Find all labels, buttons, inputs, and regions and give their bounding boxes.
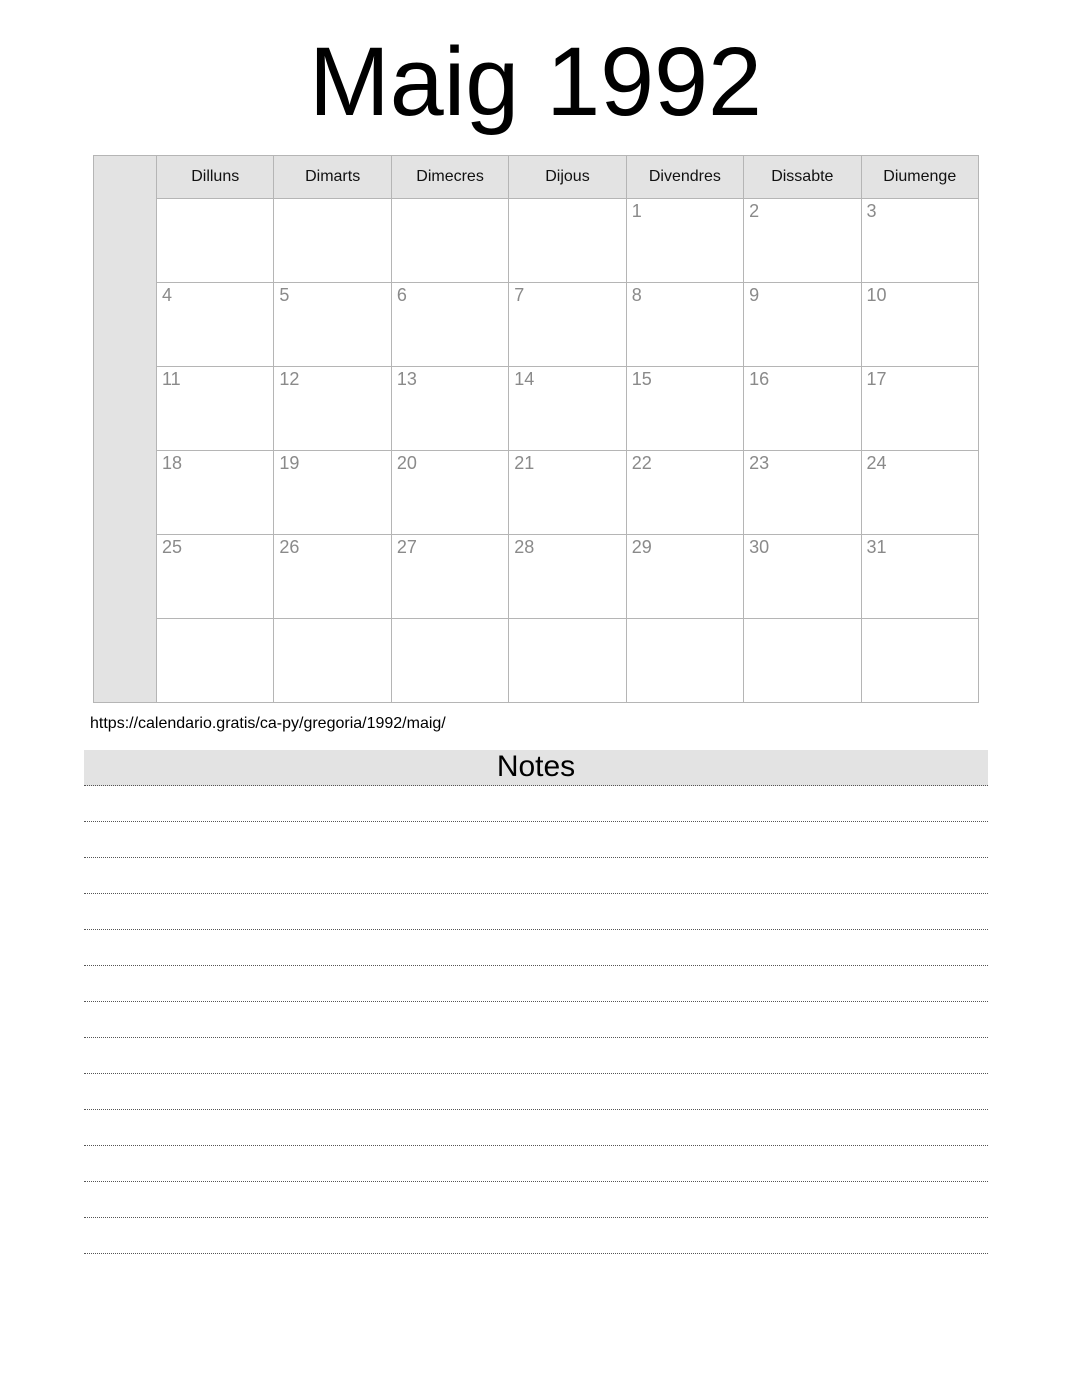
day-cell [391, 199, 508, 283]
day-cell: 25 [157, 535, 274, 619]
calendar-week-row [94, 535, 979, 619]
calendar-week-row [94, 451, 979, 535]
note-line [84, 858, 988, 894]
note-line [84, 1002, 988, 1038]
calendar-header-row [94, 156, 979, 199]
day-cell: 26 [274, 535, 391, 619]
day-header-dissabte: Dissabte [744, 156, 861, 199]
day-cell [391, 619, 508, 703]
day-cell: 19 [274, 451, 391, 535]
note-line [84, 1218, 988, 1254]
day-header-dijous: Dijous [509, 156, 626, 199]
note-line [84, 1038, 988, 1074]
day-cell: 18 [157, 451, 274, 535]
day-cell: 15 [626, 367, 743, 451]
day-cell [509, 619, 626, 703]
day-cell: 30 [744, 535, 861, 619]
day-cell: 22 [626, 451, 743, 535]
day-cell: 4 [157, 283, 274, 367]
calendar-empty-row [94, 619, 979, 703]
note-line [84, 1110, 988, 1146]
calendar-week-row [94, 199, 979, 283]
day-cell [744, 619, 861, 703]
day-cell: 31 [861, 535, 978, 619]
day-cell [509, 199, 626, 283]
day-cell [861, 619, 978, 703]
day-cell: 16 [744, 367, 861, 451]
note-line [84, 1146, 988, 1182]
note-line [84, 786, 988, 822]
notes-lines [84, 786, 988, 1254]
day-cell [157, 199, 274, 283]
day-cell: 8 [626, 283, 743, 367]
calendar-side-column [94, 156, 157, 703]
day-cell: 23 [744, 451, 861, 535]
day-cell: 5 [274, 283, 391, 367]
source-url: https://calendario.gratis/ca-py/gregoria/1992/maig/ [90, 715, 446, 732]
day-cell: 13 [391, 367, 508, 451]
note-line [84, 1074, 988, 1110]
day-cell: 27 [391, 535, 508, 619]
day-cell: 9 [744, 283, 861, 367]
day-cell: 2 [744, 199, 861, 283]
day-header-dimarts: Dimarts [274, 156, 391, 199]
day-cell: 24 [861, 451, 978, 535]
day-cell: 6 [391, 283, 508, 367]
day-cell: 1 [626, 199, 743, 283]
day-header-diumenge: Diumenge [861, 156, 978, 199]
day-cell: 21 [509, 451, 626, 535]
day-cell: 28 [509, 535, 626, 619]
day-cell: 11 [157, 367, 274, 451]
day-cell: 12 [274, 367, 391, 451]
page-title: Maig 1992 [309, 27, 762, 136]
calendar-table [93, 155, 979, 703]
day-cell: 17 [861, 367, 978, 451]
day-cell: 20 [391, 451, 508, 535]
note-line [84, 822, 988, 858]
day-cell: 10 [861, 283, 978, 367]
day-cell: 3 [861, 199, 978, 283]
day-cell [157, 619, 274, 703]
calendar-week-row [94, 367, 979, 451]
note-line [84, 930, 988, 966]
day-cell [274, 199, 391, 283]
notes-header [84, 750, 988, 786]
day-cell: 7 [509, 283, 626, 367]
note-line [84, 894, 988, 930]
day-header-dimecres: Dimecres [391, 156, 508, 199]
note-line [84, 1182, 988, 1218]
day-cell [274, 619, 391, 703]
day-cell: 29 [626, 535, 743, 619]
day-header-dilluns: Dilluns [157, 156, 274, 199]
day-header-divendres: Divendres [626, 156, 743, 199]
notes-title: Notes [496, 750, 576, 783]
note-line [84, 966, 988, 1002]
day-cell: 14 [509, 367, 626, 451]
calendar-week-row [94, 283, 979, 367]
day-cell [626, 619, 743, 703]
